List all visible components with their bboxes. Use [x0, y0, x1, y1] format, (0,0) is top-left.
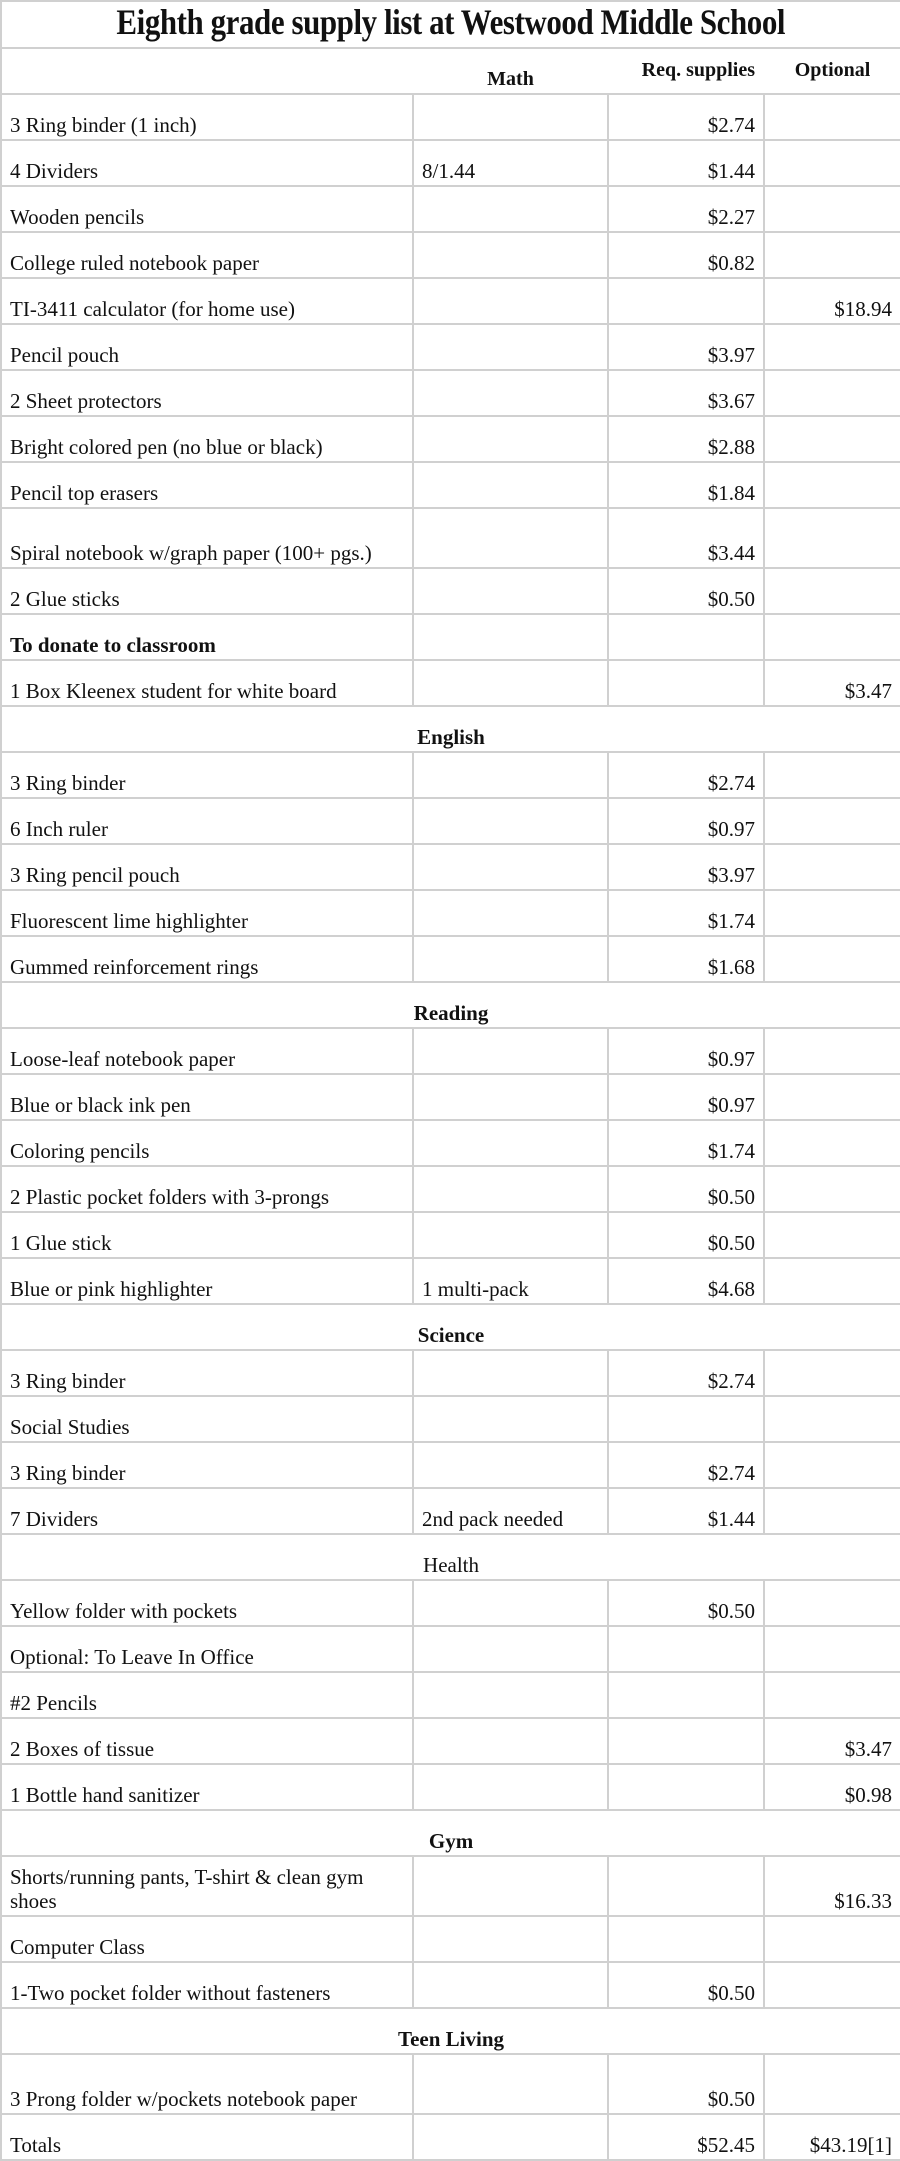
- item-name-cell: Computer Class: [1, 1916, 413, 1962]
- item-name-cell: 3 Ring binder: [1, 1350, 413, 1396]
- table-row: [1, 752, 900, 798]
- item-name-cell: Spiral notebook w/graph paper (100+ pgs.): [1, 508, 413, 568]
- item-name-cell: Pencil pouch: [1, 324, 413, 370]
- item-name-cell: Totals: [1, 2114, 413, 2160]
- item-name-cell: Bright colored pen (no blue or black): [1, 416, 413, 462]
- table-row: [1, 614, 900, 660]
- section-heading: Gym: [1, 1810, 900, 1856]
- section-row: [1, 706, 900, 752]
- note-cell: [413, 1718, 608, 1764]
- required-price-cell: $1.84: [608, 462, 764, 508]
- note-cell: [413, 1350, 608, 1396]
- section-heading: Teen Living: [1, 2008, 900, 2054]
- header-required-supplies: Req. supplies: [608, 48, 764, 94]
- table-row: [1, 1028, 900, 1074]
- optional-price-cell: [764, 752, 900, 798]
- item-name-cell: 1-Two pocket folder without fasteners: [1, 1962, 413, 2008]
- table-row: [1, 1396, 900, 1442]
- note-cell: [413, 370, 608, 416]
- required-price-cell: $2.74: [608, 1350, 764, 1396]
- item-name-cell: Pencil top erasers: [1, 462, 413, 508]
- required-price-cell: $0.97: [608, 1028, 764, 1074]
- table-row: [1, 416, 900, 462]
- optional-price-cell: [764, 1350, 900, 1396]
- table-row: [1, 1350, 900, 1396]
- table-row: [1, 1962, 900, 2008]
- required-price-cell: $0.50: [608, 1962, 764, 2008]
- note-cell: [413, 890, 608, 936]
- required-price-cell: $2.74: [608, 752, 764, 798]
- table-row: [1, 462, 900, 508]
- optional-price-cell: $0.98: [764, 1764, 900, 1810]
- table-row: [1, 278, 900, 324]
- optional-price-cell: [764, 186, 900, 232]
- note-cell: [413, 1580, 608, 1626]
- note-cell: [413, 1212, 608, 1258]
- table-row: [1, 1718, 900, 1764]
- note-cell: [413, 1916, 608, 1962]
- optional-price-cell: [764, 370, 900, 416]
- table-row: [1, 1258, 900, 1304]
- section-heading: Reading: [1, 982, 900, 1028]
- required-price-cell: $1.74: [608, 890, 764, 936]
- table-row: [1, 844, 900, 890]
- section-heading: English: [1, 706, 900, 752]
- required-price-cell: $0.50: [608, 1166, 764, 1212]
- section-row: [1, 1810, 900, 1856]
- section-row: [1, 982, 900, 1028]
- page-title: Eighth grade supply list at Westwood Middle School: [116, 2, 786, 42]
- optional-price-cell: [764, 936, 900, 982]
- table-row: [1, 1120, 900, 1166]
- table-row: [1, 1626, 900, 1672]
- header-row: [1, 48, 900, 94]
- title-cell: [1, 1, 900, 48]
- section-heading: Science: [1, 1304, 900, 1350]
- note-cell: [413, 1120, 608, 1166]
- table-row: [1, 186, 900, 232]
- item-name-cell: Loose-leaf notebook paper: [1, 1028, 413, 1074]
- optional-price-cell: [764, 1396, 900, 1442]
- table-row: [1, 370, 900, 416]
- item-name-cell: 7 Dividers: [1, 1488, 413, 1534]
- note-cell: [413, 1166, 608, 1212]
- required-price-cell: $2.27: [608, 186, 764, 232]
- optional-price-cell: [764, 1028, 900, 1074]
- table-row: [1, 1672, 900, 1718]
- optional-price-cell: [764, 1962, 900, 2008]
- optional-price-cell: [764, 1580, 900, 1626]
- required-price-cell: $0.50: [608, 568, 764, 614]
- note-cell: 1 multi-pack: [413, 1258, 608, 1304]
- table-row: [1, 94, 900, 140]
- note-cell: [413, 752, 608, 798]
- table-row: [1, 1166, 900, 1212]
- required-price-cell: $0.97: [608, 1074, 764, 1120]
- item-name-cell: 6 Inch ruler: [1, 798, 413, 844]
- optional-price-cell: [764, 568, 900, 614]
- optional-price-cell: $16.33: [764, 1856, 900, 1916]
- required-price-cell: $0.97: [608, 798, 764, 844]
- required-price-cell: [608, 1672, 764, 1718]
- item-name-cell: 3 Ring pencil pouch: [1, 844, 413, 890]
- item-name-cell: 3 Ring binder: [1, 752, 413, 798]
- table-row: [1, 140, 900, 186]
- note-cell: [413, 568, 608, 614]
- note-cell: [413, 614, 608, 660]
- table-row: [1, 1580, 900, 1626]
- table-row: [1, 1764, 900, 1810]
- item-name-cell: Blue or pink highlighter: [1, 1258, 413, 1304]
- optional-price-cell: [764, 1916, 900, 1962]
- required-price-cell: $1.44: [608, 140, 764, 186]
- required-price-cell: $4.68: [608, 1258, 764, 1304]
- required-price-cell: $1.74: [608, 1120, 764, 1166]
- optional-price-cell: [764, 1672, 900, 1718]
- note-cell: [413, 1672, 608, 1718]
- optional-price-cell: [764, 462, 900, 508]
- table-row: [1, 2114, 900, 2160]
- item-name-cell: 1 Box Kleenex student for white board: [1, 660, 413, 706]
- required-price-cell: $3.97: [608, 324, 764, 370]
- note-cell: 8/1.44: [413, 140, 608, 186]
- section-heading: Health: [1, 1534, 900, 1580]
- optional-price-cell: [764, 1120, 900, 1166]
- item-name-cell: Gummed reinforcement rings: [1, 936, 413, 982]
- item-name-cell: TI-3411 calculator (for home use): [1, 278, 413, 324]
- note-cell: [413, 232, 608, 278]
- table-row: [1, 798, 900, 844]
- item-name-cell: Optional: To Leave In Office: [1, 1626, 413, 1672]
- optional-price-cell: $3.47: [764, 1718, 900, 1764]
- item-name-cell: #2 Pencils: [1, 1672, 413, 1718]
- required-price-cell: $3.67: [608, 370, 764, 416]
- note-cell: [413, 1626, 608, 1672]
- item-name-cell: 2 Boxes of tissue: [1, 1718, 413, 1764]
- optional-price-cell: [764, 1212, 900, 1258]
- required-price-cell: $52.45: [608, 2114, 764, 2160]
- note-cell: [413, 94, 608, 140]
- optional-price-cell: [764, 844, 900, 890]
- note-cell: [413, 324, 608, 370]
- optional-price-cell: [764, 614, 900, 660]
- table-row: [1, 936, 900, 982]
- table-row: [1, 1212, 900, 1258]
- item-name-cell: Social Studies: [1, 1396, 413, 1442]
- title-row: [1, 1, 900, 48]
- optional-price-cell: [764, 324, 900, 370]
- header-math: Math: [413, 48, 608, 94]
- note-cell: [413, 278, 608, 324]
- note-cell: [413, 416, 608, 462]
- required-price-cell: $2.74: [608, 1442, 764, 1488]
- item-name-cell: Wooden pencils: [1, 186, 413, 232]
- required-price-cell: $2.88: [608, 416, 764, 462]
- optional-price-cell: [764, 1258, 900, 1304]
- item-name-cell: Coloring pencils: [1, 1120, 413, 1166]
- table-row: [1, 660, 900, 706]
- required-price-cell: [608, 1626, 764, 1672]
- item-name-cell: College ruled notebook paper: [1, 232, 413, 278]
- table-row: [1, 890, 900, 936]
- header-optional: Optional: [764, 48, 900, 94]
- optional-price-cell: [764, 508, 900, 568]
- optional-price-cell: $3.47: [764, 660, 900, 706]
- item-name-cell: Yellow folder with pockets: [1, 1580, 413, 1626]
- note-cell: [413, 1856, 608, 1916]
- table-row: [1, 232, 900, 278]
- optional-price-cell: $43.19[1]: [764, 2114, 900, 2160]
- table-row: [1, 1074, 900, 1120]
- optional-price-cell: [764, 140, 900, 186]
- table-row: [1, 1916, 900, 1962]
- table-row: [1, 568, 900, 614]
- note-cell: [413, 1074, 608, 1120]
- optional-price-cell: [764, 94, 900, 140]
- required-price-cell: $0.50: [608, 1580, 764, 1626]
- optional-price-cell: [764, 1166, 900, 1212]
- optional-price-cell: [764, 1488, 900, 1534]
- note-cell: [413, 798, 608, 844]
- note-cell: [413, 1764, 608, 1810]
- table-row: [1, 1856, 900, 1916]
- optional-price-cell: [764, 1074, 900, 1120]
- item-name-cell: 2 Sheet protectors: [1, 370, 413, 416]
- required-price-cell: [608, 1764, 764, 1810]
- optional-price-cell: [764, 416, 900, 462]
- required-price-cell: $0.82: [608, 232, 764, 278]
- required-price-cell: [608, 1718, 764, 1764]
- note-cell: [413, 1396, 608, 1442]
- item-name-cell: 4 Dividers: [1, 140, 413, 186]
- note-cell: 2nd pack needed: [413, 1488, 608, 1534]
- item-name-cell: Blue or black ink pen: [1, 1074, 413, 1120]
- required-price-cell: $0.50: [608, 2054, 764, 2114]
- section-row: [1, 1304, 900, 1350]
- required-price-cell: $3.44: [608, 508, 764, 568]
- section-row: [1, 1534, 900, 1580]
- item-name-cell: 2 Glue sticks: [1, 568, 413, 614]
- item-name-cell: Shorts/running pants, T-shirt & clean gym shoes: [1, 1856, 413, 1916]
- optional-price-cell: $18.94: [764, 278, 900, 324]
- table-row: [1, 1488, 900, 1534]
- required-price-cell: [608, 1916, 764, 1962]
- item-name-cell: To donate to classroom: [1, 614, 413, 660]
- optional-price-cell: [764, 232, 900, 278]
- note-cell: [413, 660, 608, 706]
- required-price-cell: $0.50: [608, 1212, 764, 1258]
- required-price-cell: [608, 1396, 764, 1442]
- required-price-cell: [608, 1856, 764, 1916]
- item-name-cell: 1 Bottle hand sanitizer: [1, 1764, 413, 1810]
- required-price-cell: $1.68: [608, 936, 764, 982]
- note-cell: [413, 936, 608, 982]
- item-name-cell: 1 Glue stick: [1, 1212, 413, 1258]
- optional-price-cell: [764, 890, 900, 936]
- optional-price-cell: [764, 798, 900, 844]
- table-row: [1, 324, 900, 370]
- table-row: [1, 2054, 900, 2114]
- item-name-cell: 2 Plastic pocket folders with 3-prongs: [1, 1166, 413, 1212]
- item-name-cell: 3 Prong folder w/pockets notebook paper: [1, 2054, 413, 2114]
- item-name-cell: Fluorescent lime highlighter: [1, 890, 413, 936]
- required-price-cell: [608, 614, 764, 660]
- note-cell: [413, 1028, 608, 1074]
- note-cell: [413, 1442, 608, 1488]
- optional-price-cell: [764, 2054, 900, 2114]
- optional-price-cell: [764, 1442, 900, 1488]
- note-cell: [413, 1962, 608, 2008]
- note-cell: [413, 462, 608, 508]
- note-cell: [413, 2114, 608, 2160]
- note-cell: [413, 508, 608, 568]
- item-name-cell: 3 Ring binder (1 inch): [1, 94, 413, 140]
- item-name-cell: 3 Ring binder: [1, 1442, 413, 1488]
- header-item: [1, 48, 413, 94]
- required-price-cell: [608, 660, 764, 706]
- required-price-cell: $3.97: [608, 844, 764, 890]
- optional-price-cell: [764, 1626, 900, 1672]
- table-row: [1, 1442, 900, 1488]
- required-price-cell: [608, 278, 764, 324]
- section-row: [1, 2008, 900, 2054]
- note-cell: [413, 2054, 608, 2114]
- required-price-cell: $2.74: [608, 94, 764, 140]
- required-price-cell: $1.44: [608, 1488, 764, 1534]
- table-row: [1, 508, 900, 568]
- note-cell: [413, 844, 608, 890]
- note-cell: [413, 186, 608, 232]
